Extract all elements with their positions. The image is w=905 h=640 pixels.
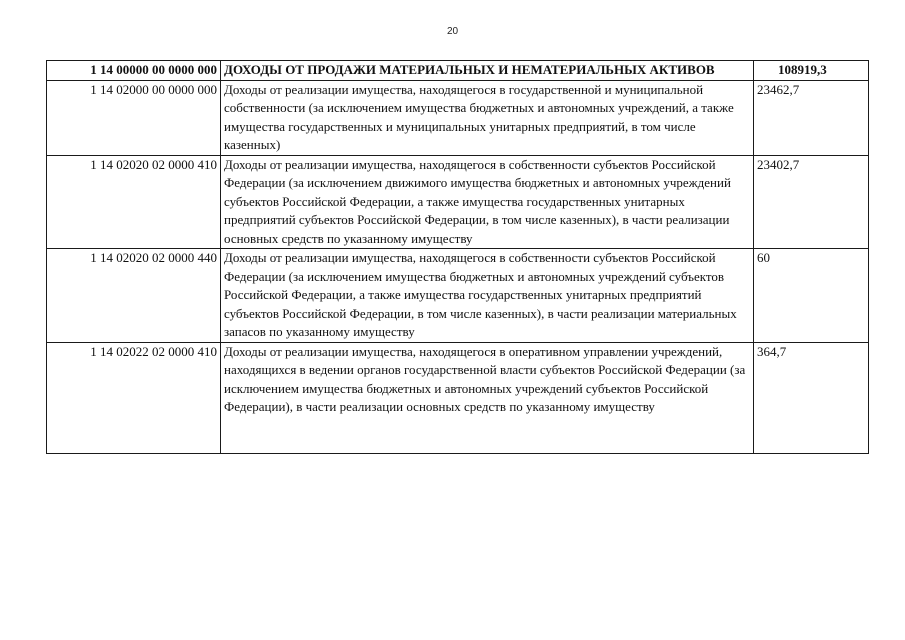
- table-row: [47, 155, 869, 249]
- table-row-total: [47, 61, 869, 81]
- amount-cell: 23462,7: [754, 80, 869, 155]
- page-number: 20: [446, 26, 459, 37]
- table-row: [47, 80, 869, 155]
- budget-code-cell: 1 14 00000 00 0000 000: [47, 61, 221, 81]
- table-row: [47, 342, 869, 453]
- revenue-name-cell: Доходы от реализации имущества, находящегося в оперативном управлении учреждений, находящихся в ведении органов государственной власти субъектов Российской Федерации (за исключением имущества бюджетных и автономных учреждений субъектов Российской Федерации), в части реализации основных средств по указанному имуществу: [221, 342, 754, 453]
- budget-code-cell: 1 14 02000 00 0000 000: [47, 80, 221, 155]
- amount-cell: 108919,3: [754, 61, 869, 81]
- revenue-name-cell: Доходы от реализации имущества, находящегося в государственной и муниципальной собственности (за исключением имущества бюджетных и автономных учреждений, а также имущества государственных и муниципальных унитарных предприятий, в том числе казенных): [221, 80, 754, 155]
- budget-revenue-table: [46, 60, 869, 454]
- amount-cell: 23402,7: [754, 155, 869, 249]
- budget-code-cell: 1 14 02020 02 0000 410: [47, 155, 221, 249]
- amount-cell: 60: [754, 249, 869, 343]
- amount-cell: 364,7: [754, 342, 869, 453]
- table-row: [47, 249, 869, 343]
- revenue-name-cell: Доходы от реализации имущества, находящегося в собственности субъектов Российской Федерации (за исключением имущества бюджетных и автономных учреждений субъектов Российской Федерации, а также имущества государственных унитарных предприятий субъектов Российской Федерации, в том числе казенных), в части реализации материальных запасов по указанному имуществу: [221, 249, 754, 343]
- budget-code-cell: 1 14 02022 02 0000 410: [47, 342, 221, 453]
- budget-code-cell: 1 14 02020 02 0000 440: [47, 249, 221, 343]
- revenue-name-cell: ДОХОДЫ ОТ ПРОДАЖИ МАТЕРИАЛЬНЫХ И НЕМАТЕРИАЛЬНЫХ АКТИВОВ: [221, 61, 754, 81]
- revenue-name-cell: Доходы от реализации имущества, находящегося в собственности субъектов Российской Федерации (за исключением движимого имущества бюджетных и автономных учреждений субъектов Российской Федерации, а также имущества государственных унитарных предприятий субъектов Российской Федерации, в том числе казенных), в части реализации основных средств по указанному имуществу: [221, 155, 754, 249]
